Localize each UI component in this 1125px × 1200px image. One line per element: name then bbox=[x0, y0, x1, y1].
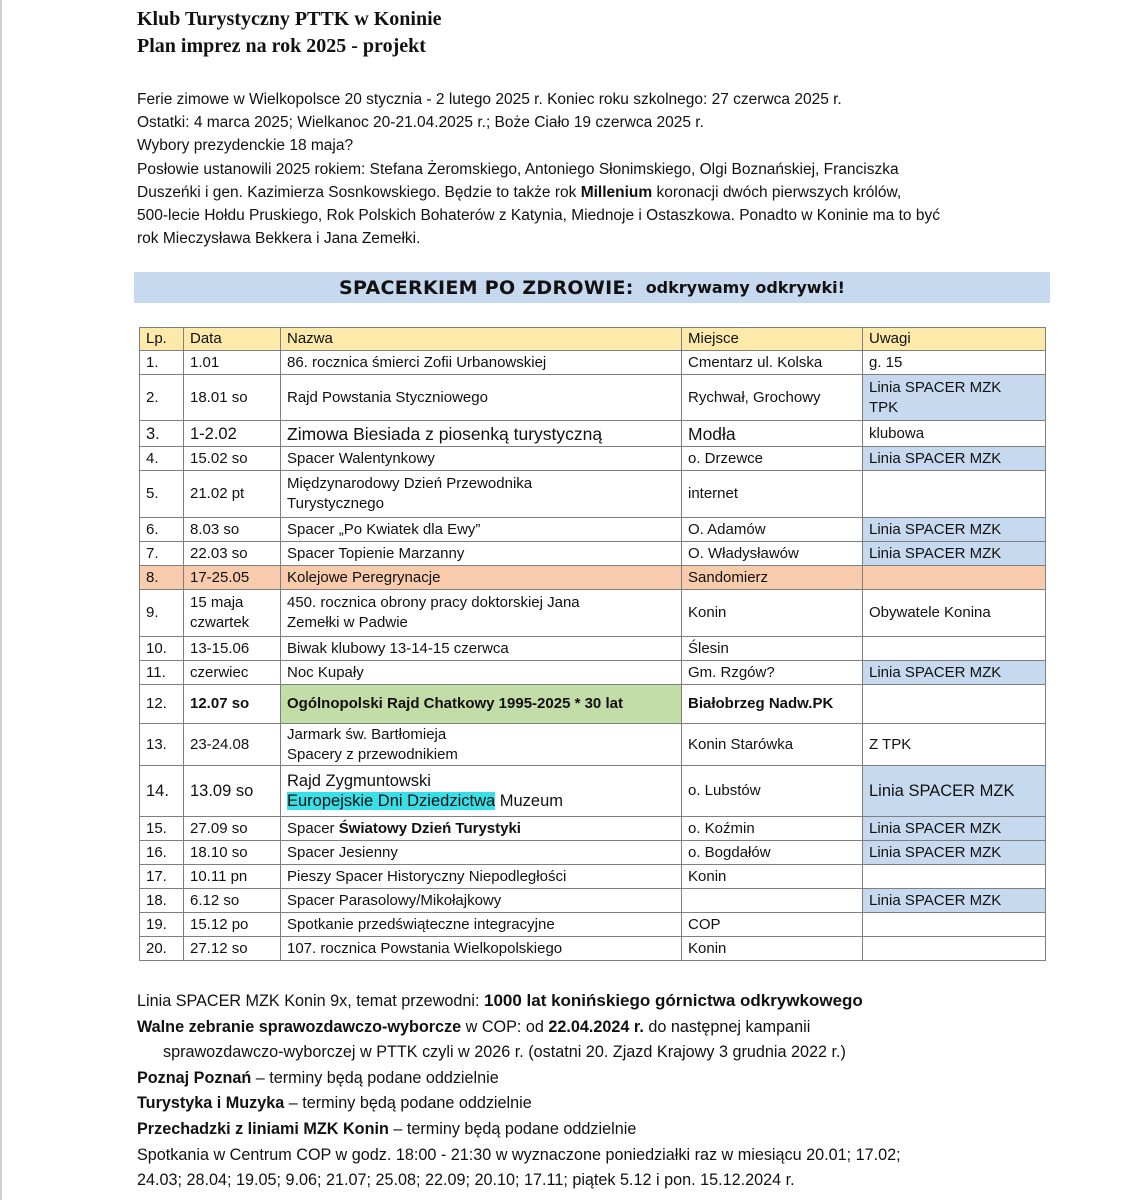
name-text: Spacer bbox=[287, 819, 339, 837]
cell-date: 15.12 po bbox=[184, 913, 281, 937]
footer-text: do następnej kampanii bbox=[643, 1017, 811, 1036]
cell-place: internet bbox=[682, 471, 863, 518]
name-line: Spacery z przewodnikiem bbox=[287, 745, 458, 763]
cell-lp: 19. bbox=[140, 913, 184, 937]
cell-date: 22.03 so bbox=[184, 542, 281, 566]
cell-notes: Linia SPACER MZK bbox=[863, 766, 1046, 817]
footer-meeting-date: 22.04.2024 r. bbox=[548, 1017, 644, 1036]
cell-name: 107. rocznica Powstania Wielkopolskiego bbox=[281, 937, 682, 961]
cell-name: Kolejowe Peregrynacje bbox=[281, 566, 682, 590]
column-header-uwagi: Uwagi bbox=[863, 328, 1046, 351]
name-line: Zemełki w Padwie bbox=[287, 614, 408, 631]
intro-text: Duszeńki i gen. Kazimierza Sosnkowskiego. Będzie to także rok bbox=[137, 183, 581, 201]
name-line: Turystycznego bbox=[287, 495, 384, 512]
footer-text: w COP: od bbox=[461, 1017, 549, 1036]
cell-date: 8.03 so bbox=[184, 518, 281, 542]
intro-notes bbox=[137, 88, 1037, 250]
footer-text: – terminy będą podane oddzielnie bbox=[251, 1068, 499, 1087]
cell-date: 27.12 so bbox=[184, 937, 281, 961]
cell-notes: Linia SPACER MZK bbox=[863, 661, 1046, 685]
cell-place: o. Drzewce bbox=[682, 447, 863, 471]
name-bold: Światowy Dzień Turystyki bbox=[338, 819, 521, 837]
table-row bbox=[140, 724, 1046, 766]
cell-lp: 9. bbox=[140, 590, 184, 637]
table-row bbox=[140, 865, 1046, 889]
cell-lp: 7. bbox=[140, 542, 184, 566]
footer-item-title: Turystyka i Muzyka bbox=[137, 1094, 285, 1113]
document-title: Klub Turystyczny PTTK w Koninie bbox=[137, 8, 442, 30]
cell-name: Spacer Walentynkowy bbox=[281, 447, 682, 471]
heritage-days-highlight: Europejskie Dni Dziedzictwa bbox=[287, 792, 496, 810]
table-row bbox=[140, 766, 1046, 817]
footer-line: 24.03; 28.04; 19.05; 9.06; 21.07; 25.08; 22.09; 20.10; 17.11; piątek 5.12 i pon. 15.12.2024 r. bbox=[137, 1171, 795, 1190]
cell-date: 18.10 so bbox=[184, 841, 281, 865]
cell-date: 13.09 so bbox=[184, 766, 281, 817]
cell-date: 12.07 so bbox=[184, 685, 281, 724]
table-row bbox=[140, 685, 1046, 724]
cell-place: O. Władysławów bbox=[682, 542, 863, 566]
table-row bbox=[140, 841, 1046, 865]
name-text: Muzeum bbox=[495, 792, 564, 810]
cell-place: COP bbox=[682, 913, 863, 937]
cell-name: Zimowa Biesiada z piosenką turystyczną bbox=[281, 421, 682, 447]
cell-date: czerwiec bbox=[184, 661, 281, 685]
intro-line: 500-lecie Hołdu Pruskiego, Rok Polskich Bohaterów z Katynia, Miednoje i Ostaszkowa. Ponadto w Koninie ma to być bbox=[137, 207, 940, 225]
cell-lp: 5. bbox=[140, 471, 184, 518]
table-row bbox=[140, 351, 1046, 375]
table-row bbox=[140, 375, 1046, 421]
cell-notes: g. 15 bbox=[863, 351, 1046, 375]
cell-date: 21.02 pt bbox=[184, 471, 281, 518]
table-row bbox=[140, 889, 1046, 913]
intro-line: Wybory prezydenckie 18 maja? bbox=[137, 137, 354, 155]
cell-place: Konin bbox=[682, 865, 863, 889]
cell-date: 13-15.06 bbox=[184, 637, 281, 661]
cell-notes: Linia SPACER MZK bbox=[863, 889, 1046, 913]
cell-place: O. Adamów bbox=[682, 518, 863, 542]
cell-date: 18.01 so bbox=[184, 375, 281, 421]
cell-lp: 16. bbox=[140, 841, 184, 865]
footer-item-title: Przechadzki z liniami MZK Konin bbox=[137, 1119, 389, 1138]
cell-lp: 3. bbox=[140, 421, 184, 447]
cell-place: Konin bbox=[682, 590, 863, 637]
cell-date: 27.09 so bbox=[184, 817, 281, 841]
cell-date: 17-25.05 bbox=[184, 566, 281, 590]
cell-date: 1.01 bbox=[184, 351, 281, 375]
name-line bbox=[287, 791, 675, 811]
footer-line bbox=[137, 988, 1097, 1015]
cell-lp: 1. bbox=[140, 351, 184, 375]
name-line: Rajd Zygmuntowski bbox=[287, 772, 431, 790]
table-row bbox=[140, 661, 1046, 685]
cell-place: Białobrzeg Nadw.PK bbox=[682, 685, 863, 724]
table-row bbox=[140, 637, 1046, 661]
cell-name: 86. rocznica śmierci Zofii Urbanowskiej bbox=[281, 351, 682, 375]
column-header-nazwa: Nazwa bbox=[281, 328, 682, 351]
footer-line: Spotkania w Centrum COP w godz. 18:00 - 21:30 w wyznaczone poniedziałki raz w miesiącu 20.01; 17.02; bbox=[137, 1145, 901, 1164]
cell-name: Ogólnopolski Rajd Chatkowy 1995-2025 * 30 lat bbox=[281, 685, 682, 724]
cell-notes bbox=[863, 937, 1046, 961]
cell-lp: 20. bbox=[140, 937, 184, 961]
cell-place: Ślesin bbox=[682, 637, 863, 661]
cell-notes: Linia SPACER MZK bbox=[863, 518, 1046, 542]
banner-title: SPACERKIEM PO ZDROWIE: bbox=[339, 276, 634, 299]
table-row bbox=[140, 913, 1046, 937]
cell-place: Cmentarz ul. Kolska bbox=[682, 351, 863, 375]
cell-lp: 6. bbox=[140, 518, 184, 542]
cell-date: 1-2.02 bbox=[184, 421, 281, 447]
table-row bbox=[140, 542, 1046, 566]
footer-line bbox=[137, 1091, 1097, 1117]
footer-line: sprawozdawczo-wyborczej w PTTK czyli w 2026 r. (ostatni 20. Zjazd Krajowy 3 grudnia 2022 r.) bbox=[163, 1043, 846, 1062]
cell-notes: Linia SPACER MZK bbox=[863, 817, 1046, 841]
cell-date: 23-24.08 bbox=[184, 724, 281, 766]
footer-theme: 1000 lat konińskiego górnictwa odkrywkowego bbox=[483, 991, 863, 1010]
footer-text: – terminy będą podane oddzielnie bbox=[388, 1119, 637, 1138]
banner-subtitle: odkrywamy odkrywki! bbox=[645, 278, 845, 297]
intro-line: Posłowie ustanowili 2025 rokiem: Stefana Żeromskiego, Antoniego Słonimskiego, Olgi Boznańskiej, Franciszka bbox=[137, 160, 899, 178]
cell-name: Spotkanie przedświąteczne integracyjne bbox=[281, 913, 682, 937]
cell-place bbox=[682, 889, 863, 913]
cell-name: Biwak klubowy 13-14-15 czerwca bbox=[281, 637, 682, 661]
section-banner bbox=[134, 272, 1050, 303]
cell-notes bbox=[863, 685, 1046, 724]
cell-name: Spacer Topienie Marzanny bbox=[281, 542, 682, 566]
intro-line bbox=[137, 181, 1037, 204]
cell-name bbox=[281, 471, 682, 518]
intro-line: Ferie zimowe w Wielkopolsce 20 stycznia - 2 lutego 2025 r. Koniec roku szkolnego: 27 czerwca 2025 r. bbox=[137, 91, 842, 108]
cell-place: Rychwał, Grochowy bbox=[682, 375, 863, 421]
footer-text: – terminy będą podane oddzielnie bbox=[284, 1094, 532, 1113]
cell-notes: klubowa bbox=[863, 421, 1046, 447]
date-line: czwartek bbox=[190, 614, 250, 631]
cell-date: 6.12 so bbox=[184, 889, 281, 913]
footer-line bbox=[137, 1015, 1097, 1041]
page-edge bbox=[0, 0, 2, 1200]
cell-date bbox=[184, 590, 281, 637]
footer-line bbox=[137, 1066, 1097, 1092]
name-line: Jarmark św. Bartłomieja bbox=[287, 725, 447, 743]
table-row bbox=[140, 421, 1046, 447]
cell-lp: 10. bbox=[140, 637, 184, 661]
intro-line: rok Mieczysława Bekkera i Jana Zemełki. bbox=[137, 230, 421, 248]
date-line: 15 maja bbox=[190, 594, 244, 611]
table-row bbox=[140, 518, 1046, 542]
name-line: 450. rocznica obrony pracy doktorskiej Jana bbox=[287, 594, 580, 611]
cell-lp: 18. bbox=[140, 889, 184, 913]
cell-notes: Z TPK bbox=[863, 724, 1046, 766]
cell-notes bbox=[863, 913, 1046, 937]
cell-notes: Linia SPACER MZK bbox=[863, 542, 1046, 566]
notes-line: TPK bbox=[869, 398, 899, 416]
cell-place: Gm. Rzgów? bbox=[682, 661, 863, 685]
cell-lp: 11. bbox=[140, 661, 184, 685]
table-row bbox=[140, 471, 1046, 518]
cell-name: Rajd Powstania Styczniowego bbox=[281, 375, 682, 421]
cell-notes: Linia SPACER MZK bbox=[863, 447, 1046, 471]
cell-date: 10.11 pn bbox=[184, 865, 281, 889]
cell-place: o. Koźmin bbox=[682, 817, 863, 841]
cell-lp: 8. bbox=[140, 566, 184, 590]
cell-lp: 4. bbox=[140, 447, 184, 471]
cell-name bbox=[281, 590, 682, 637]
cell-place: Konin bbox=[682, 937, 863, 961]
cell-lp: 15. bbox=[140, 817, 184, 841]
cell-notes bbox=[863, 637, 1046, 661]
cell-notes: Linia SPACER MZK bbox=[863, 841, 1046, 865]
cell-lp: 13. bbox=[140, 724, 184, 766]
cell-name bbox=[281, 724, 682, 766]
document-subtitle: Plan imprez na rok 2025 - projekt bbox=[137, 35, 426, 57]
cell-place: Sandomierz bbox=[682, 566, 863, 590]
cell-notes bbox=[863, 375, 1046, 421]
table-row bbox=[140, 590, 1046, 637]
cell-place: o. Bogdałów bbox=[682, 841, 863, 865]
cell-place: Modła bbox=[682, 421, 863, 447]
column-header-miejsce: Miejsce bbox=[682, 328, 863, 351]
footer-text: Linia SPACER MZK Konin 9x, temat przewodni: bbox=[137, 992, 484, 1010]
cell-name: Spacer „Po Kwiatek dla Ewy” bbox=[281, 518, 682, 542]
footer-meeting-title: Walne zebranie sprawozdawczo-wyborcze bbox=[137, 1017, 462, 1036]
intro-text: koronacji dwóch pierwszych królów, bbox=[652, 183, 902, 201]
footer-notes bbox=[137, 988, 1097, 1194]
cell-name bbox=[281, 817, 682, 841]
table-row bbox=[140, 447, 1046, 471]
cell-notes bbox=[863, 566, 1046, 590]
column-header-lp: Lp. bbox=[140, 328, 184, 351]
table-row bbox=[140, 937, 1046, 961]
cell-date: 15.02 so bbox=[184, 447, 281, 471]
cell-name bbox=[281, 766, 682, 817]
cell-lp: 17. bbox=[140, 865, 184, 889]
cell-place: o. Lubstów bbox=[682, 766, 863, 817]
footer-item-title: Poznaj Poznań bbox=[137, 1068, 252, 1087]
table-row bbox=[140, 566, 1046, 590]
notes-line: Linia SPACER MZK bbox=[869, 378, 1002, 396]
table-row bbox=[140, 817, 1046, 841]
cell-lp: 2. bbox=[140, 375, 184, 421]
intro-millenium: Millenium bbox=[580, 183, 653, 201]
cell-place: Konin Starówka bbox=[682, 724, 863, 766]
intro-line: Ostatki: 4 marca 2025; Wielkanoc 20-21.04.2025 r.; Boże Ciało 19 czerwca 2025 r. bbox=[137, 114, 704, 132]
cell-notes bbox=[863, 865, 1046, 889]
column-header-data: Data bbox=[184, 328, 281, 351]
cell-notes: Obywatele Konina bbox=[863, 590, 1046, 637]
table-header-row bbox=[140, 328, 1046, 351]
events-table bbox=[139, 327, 1046, 961]
cell-name: Pieszy Spacer Historyczny Niepodległości bbox=[281, 865, 682, 889]
name-line: Międzynarodowy Dzień Przewodnika bbox=[287, 475, 533, 492]
footer-line bbox=[137, 1117, 1097, 1143]
cell-lp: 14. bbox=[140, 766, 184, 817]
cell-name: Noc Kupały bbox=[281, 661, 682, 685]
cell-name: Spacer Parasolowy/Mikołajkowy bbox=[281, 889, 682, 913]
cell-notes bbox=[863, 471, 1046, 518]
cell-name: Spacer Jesienny bbox=[281, 841, 682, 865]
cell-lp: 12. bbox=[140, 685, 184, 724]
